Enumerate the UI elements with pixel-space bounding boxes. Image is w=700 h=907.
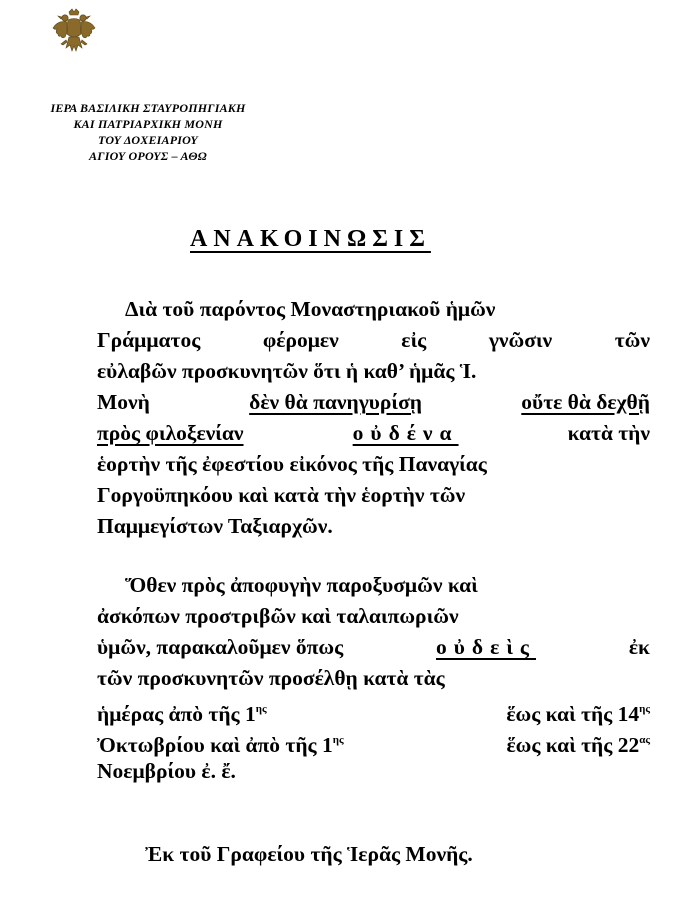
p2-line-2-text: ἀσκόπων προστριβῶν καὶ ταλαιπωριῶν xyxy=(97,604,459,628)
p1-line-4-a: Μονὴ xyxy=(97,390,150,414)
p2-line-7-text: Νοεμβρίου ἐ. ἔ. xyxy=(97,759,236,783)
letterhead-line-1: ΙΕΡΑ ΒΑΣΙΛΙΚΗ ΣΤΑΥΡΟΠΗΓΙΑΚΗ xyxy=(50,101,246,115)
p2-line-5-b xyxy=(506,694,650,725)
p2-line-5 xyxy=(97,694,650,725)
paragraph-2 xyxy=(97,570,650,787)
date-text: ἕως καὶ τῆς 22 xyxy=(506,733,640,757)
p1-word: φέρομεν xyxy=(262,328,339,352)
p2-line-3-c: ἐκ xyxy=(628,635,650,659)
p1-line-4 xyxy=(97,387,650,418)
ordinal-suffix: ης xyxy=(332,734,344,746)
p1-line-5-c: κατὰ τὴν xyxy=(567,421,650,445)
letterhead-line-3: ΤΟΥ ΔΟΧΕΙΑΡΙΟΥ xyxy=(98,133,198,147)
p2-line-6 xyxy=(97,725,650,756)
p1-word: εἰς xyxy=(401,328,427,352)
p2-line-2 xyxy=(97,601,650,632)
p1-word: γνῶσιν xyxy=(488,328,553,352)
signature-line: Ἐκ τοῦ Γραφείου τῆς Ἱερᾶς Μονῆς. xyxy=(145,842,473,866)
p2-line-5-a xyxy=(97,694,267,725)
ordinal-suffix: ης xyxy=(255,703,267,715)
emphasized-word: οὐδένα xyxy=(352,421,459,445)
letterhead-line-2: ΚΑΙ ΠΑΤΡΙΑΡΧΙΚΗ ΜΟΝΗ xyxy=(73,117,223,131)
p1-line-3 xyxy=(97,356,650,387)
paragraph-1 xyxy=(97,294,650,542)
p1-line-8 xyxy=(97,511,650,542)
letterhead-line-4: ΑΓΙΟΥ ΟΡΟΥΣ – ΑΘΩ xyxy=(89,149,207,163)
date-text: ἡμέρας ἀπὸ τῆς 1 xyxy=(97,702,256,726)
underlined-phrase: πρὸς φιλοξενίαν xyxy=(97,421,244,445)
p2-line-3-a: ὑμῶν, παρακαλοῦμεν ὅπως xyxy=(97,635,344,659)
p2-line-4 xyxy=(97,663,650,694)
p1-line-6 xyxy=(97,449,650,480)
p2-line-3 xyxy=(97,632,650,663)
ordinal-suffix: ας xyxy=(639,734,650,746)
underlined-phrase: δὲν θὰ πανηγυρίσῃ xyxy=(249,390,422,414)
p1-line-7 xyxy=(97,480,650,511)
date-text: Ὀκτωβρίου καὶ ἀπὸ τῆς 1 xyxy=(97,733,333,757)
double-headed-eagle-emblem xyxy=(50,8,98,56)
p2-line-4-text: τῶν προσκυνητῶν προσέλθῃ κατὰ τὰς xyxy=(97,666,445,690)
ordinal-suffix: ης xyxy=(639,703,650,715)
date-text: ἕως καὶ τῆς 14 xyxy=(506,702,640,726)
p1-line-6-text: ἑορτὴν τῆς ἐφεστίου εἰκόνος τῆς Παναγίας xyxy=(97,452,487,476)
p2-line-1 xyxy=(97,570,650,601)
p1-line-7-text: Γοργοϋπηκόου καὶ κατὰ τὴν ἑορτὴν τῶν xyxy=(97,483,466,507)
p1-line-2 xyxy=(97,325,650,356)
p1-line-1-text: Διὰ τοῦ παρόντος Μοναστηριακοῦ ἡμῶν xyxy=(125,297,496,321)
announcement-title: ΑΝΑΚΟΙΝΩΣΙΣ xyxy=(190,226,431,252)
p2-line-6-a xyxy=(97,725,344,756)
p1-line-8-text: Παμμεγίστων Ταξιαρχῶν. xyxy=(97,514,333,538)
underlined-phrase: οὔτε θὰ δεχθῇ xyxy=(521,390,650,414)
p1-word: τῶν xyxy=(614,328,650,352)
p1-line-3-text: εὐλαβῶν προσκυνητῶν ὅτι ἡ καθ’ ἡμᾶς Ἱ. xyxy=(97,359,477,383)
p1-line-5 xyxy=(97,418,650,449)
p1-line-1 xyxy=(97,294,650,325)
p2-line-1-text: Ὅθεν πρὸς ἀποφυγὴν παροξυσμῶν καὶ xyxy=(125,573,478,597)
p2-line-6-b xyxy=(506,725,650,756)
emphasized-word: οὐδεὶς xyxy=(436,635,537,659)
p1-word: Γράμματος xyxy=(97,328,201,352)
monastery-letterhead xyxy=(10,100,286,164)
